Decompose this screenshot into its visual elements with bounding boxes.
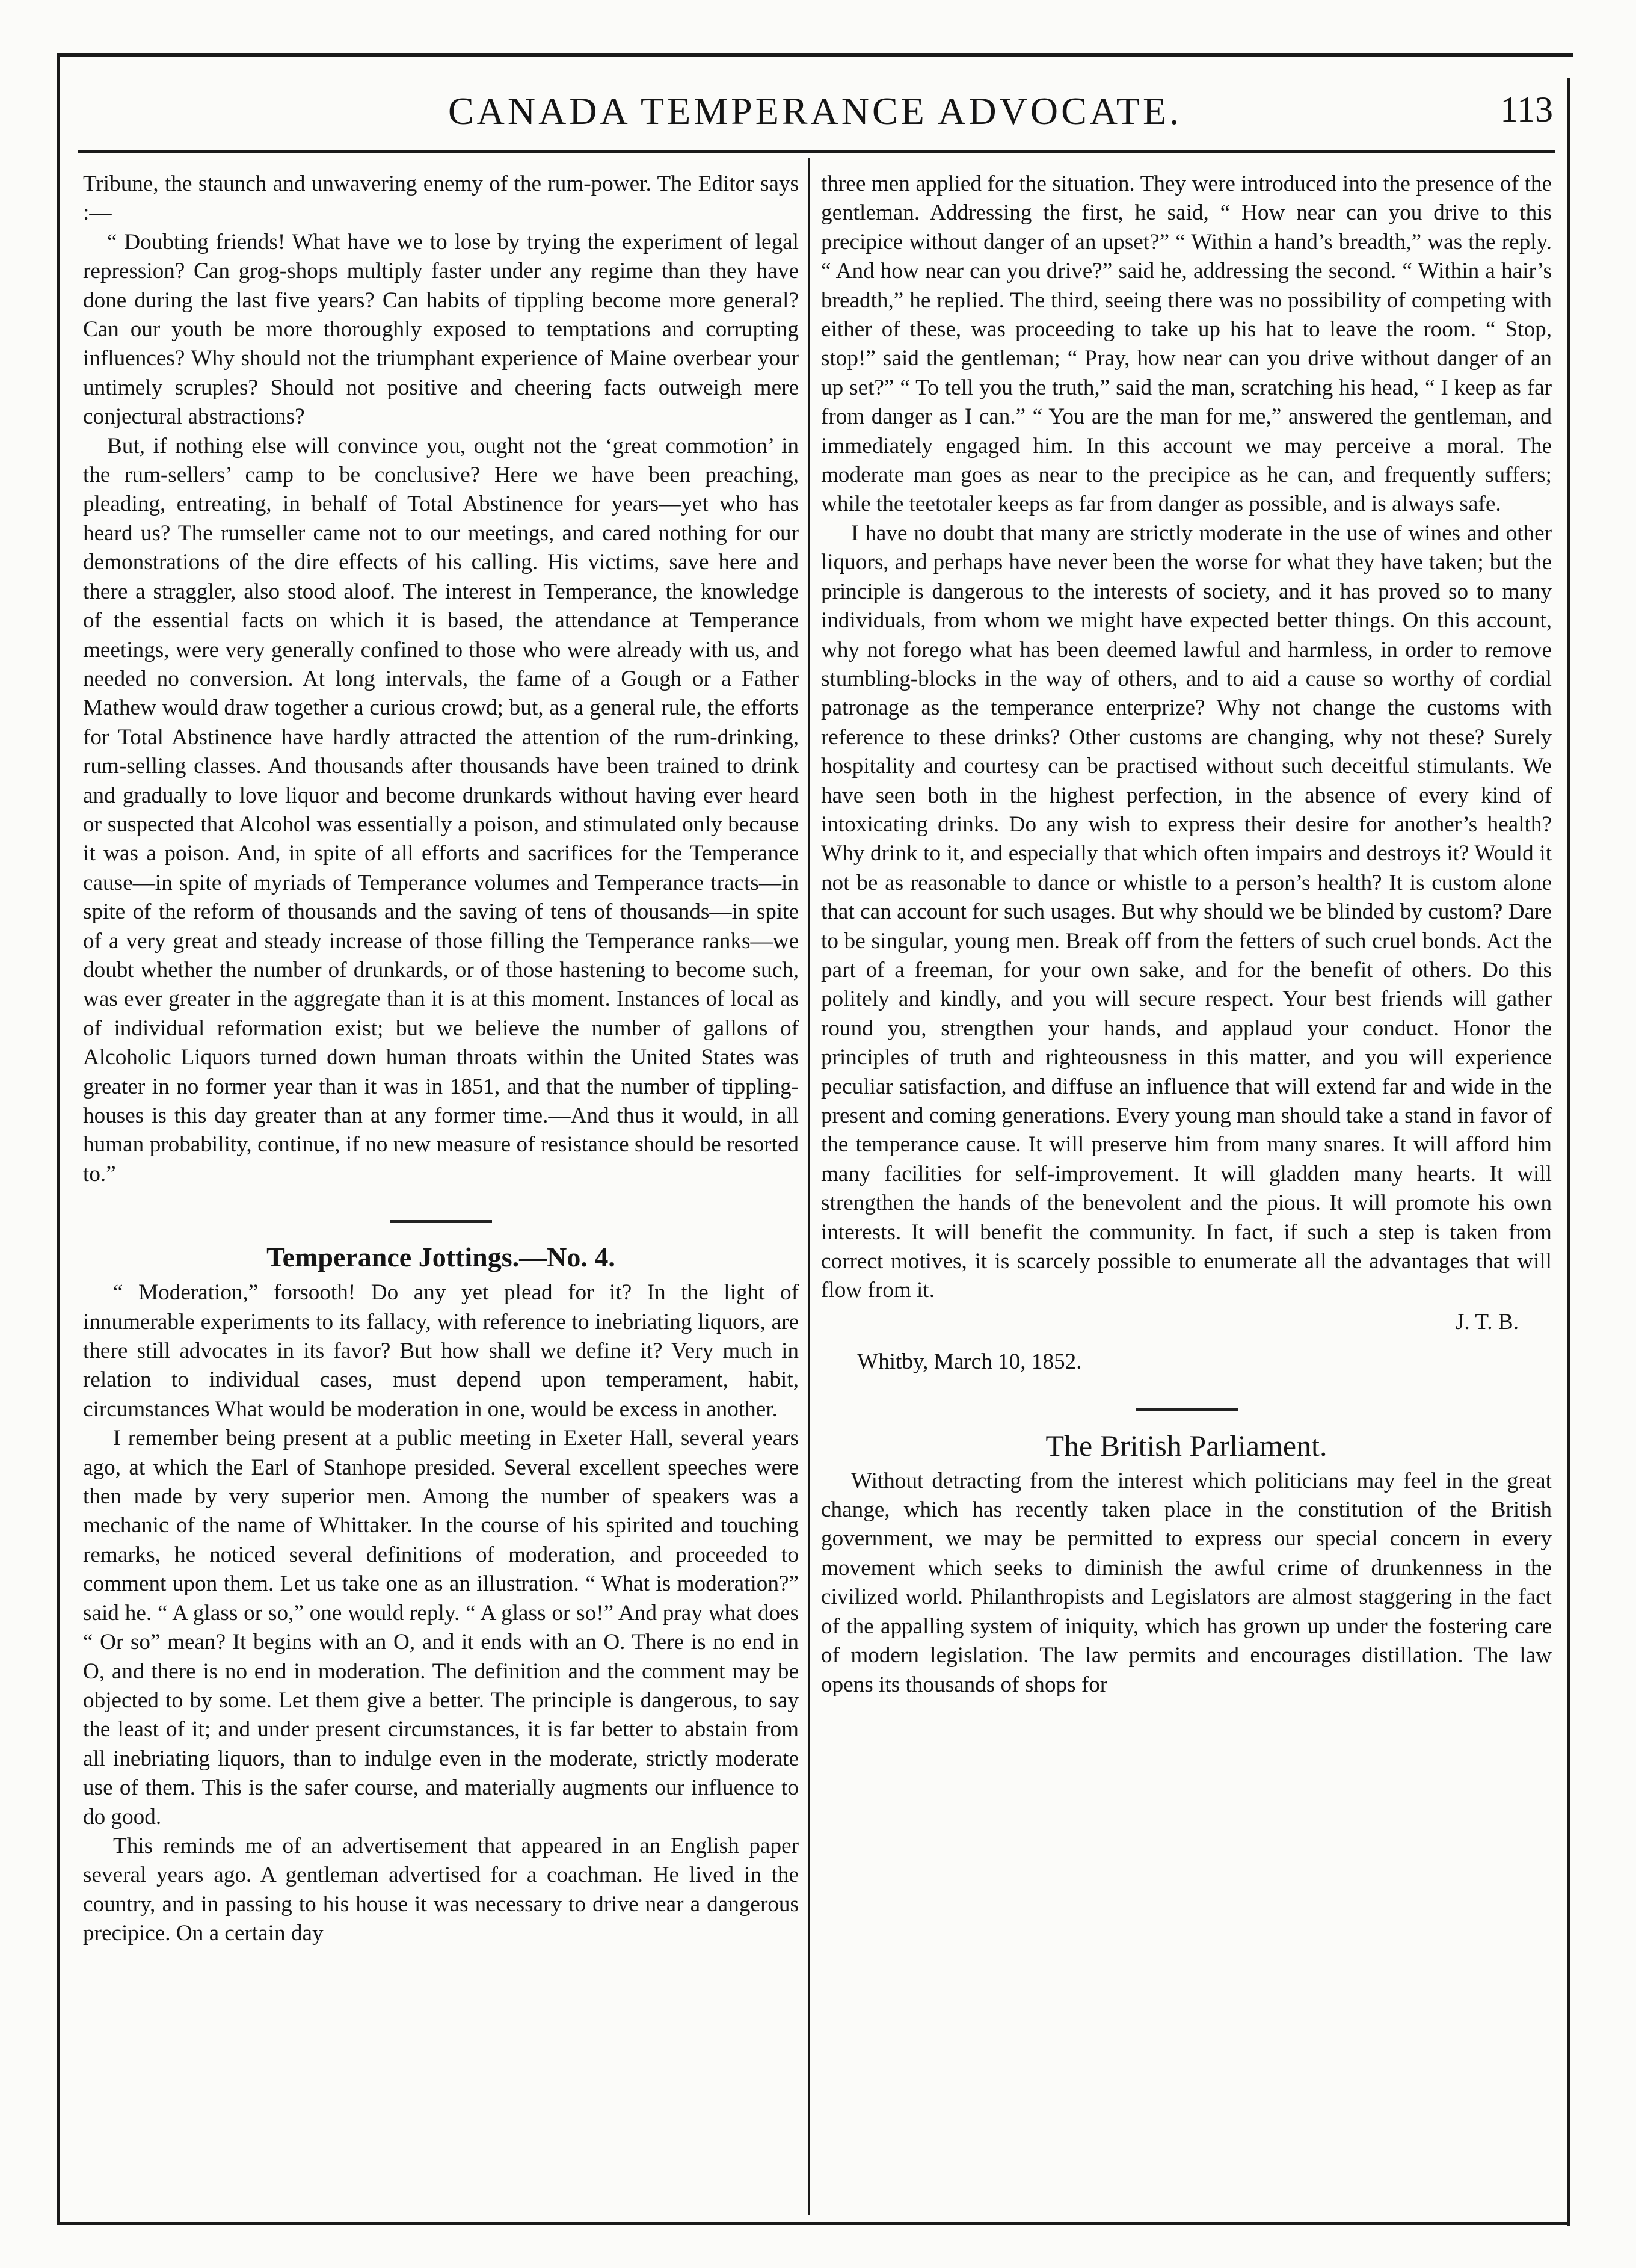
- column-divider: [808, 158, 810, 2215]
- article-paragraph: I remember being present at a public meeting in Exeter Hall, several years ago, at which the Earl of Stanhope presided. Several excellent speeches were then made by very superior men. Among the number of speakers was a mechanic of the name of Whittaker. In the course of his spirited and touching remarks, he noticed several definitions of moderation, and proceeded to comment upon them. Let us take one as an illustration. “ What is moderation?” said he. “ A glass or so,” one would reply. “ A glass or so!” And pray what does “ Or so” mean? It begins with an O, and it ends with an O. There is no end in O, and there is no end in moderation. The definition and the comment may be objected to by some. Let them give a better. The principle is dangerous, to say the least of it; and under present circumstances, it is far better to abstain from all inebriating liquors, than to indulge even in the moderate, strictly moderate use of them. This is the safer course, and materially augments our influence to do good.: [83, 1426, 799, 1829]
- article-paragraph: three men applied for the situation. They were introduced into the presence of the gentleman. Addressing the first, he said, “ How near can you drive to this precipice without danger of an upset?” “ Within a hand’s breadth,” was the reply. “ And how near can you drive?” said he, addressing the second. “ Within a hair’s breadth,” he replied. The third, seeing there was no possibility of competing with either of these, was proceeding to take up his hat to leave the room. “ Stop, stop!” said the gentleman; “ Pray, how near can you drive without danger of an up set?” “ To tell you the truth,” said the man, scratching his head, “ I keep as far from danger as I can.” “ You are the man for me,” answered the gentleman, and immediately engaged him. In this account we may perceive a moral. The moderate man goes as near to the precipice as he can, and frequently suffers; while the teetotaler keeps as far from danger as possible, and is always safe.: [821, 171, 1552, 517]
- author-signature: J. T. B.: [1455, 1309, 1519, 1334]
- section-separator: [390, 1220, 492, 1223]
- border-bottom-rule: [57, 2222, 1570, 2225]
- section-heading-temperance-jottings: Temperance Jottings.—No. 4.: [266, 1242, 615, 1273]
- tribune-quote-paragraph: “ Doubting friends! What have we to lose by trying the experiment of legal repression? Can grog-shops multiply faster under any regime than they have done during the last five years? Can habits of tippling become more general? Can our youth be more thoroughly exposed to temptations and corrupting influences? Why should not the triumphant experience of Maine overbear your untimely scruples? Should not positive and cheering facts outweigh mere conjectural abstractions?: [83, 229, 799, 430]
- article-paragraph: Without detracting from the interest which politicians may feel in the great change, which has recently taken place in the constitution of the British government, we may be permitted to express our special concern in every movement which seeks to diminish the awful crime of drunkenness in the civilized world. Philanthropists and Legislators are almost staggering in the fact of the appalling system of iniquity, which has grown up under the fostering care of modern legislation. The law permits and encourages distillation. The law opens its thousands of shops for: [821, 1468, 1552, 1697]
- section-heading-british-parliament: The British Parliament.: [1045, 1428, 1327, 1462]
- header-rule: [78, 150, 1555, 153]
- article-dateline: Whitby, March 10, 1852.: [857, 1349, 1082, 1375]
- section-separator: [1136, 1408, 1238, 1411]
- article-intro: Tribune, the staunch and unwavering enemy of the rum-power. The Editor says :—: [83, 171, 799, 226]
- page-title: CANADA TEMPERANCE ADVOCATE.: [447, 90, 1182, 132]
- right-column: [821, 170, 1552, 1699]
- page-header: [72, 78, 1558, 144]
- border-top-rule: [57, 53, 1573, 57]
- left-column: [83, 170, 799, 1949]
- border-right-rule: [1567, 78, 1570, 2226]
- article-paragraph: “ Moderation,” forsooth! Do any yet plead for it? In the light of innumerable experiments to its fallacy, with reference to inebriating liquors, are there still advocates in its favor? But how shall we define it? Very much in relation to individual cases, must depend upon temperament, habit, circumstances What would be moderation in one, would be excess in another.: [83, 1280, 799, 1422]
- tribune-quote-paragraph: But, if nothing else will convince you, ought not the ‘great commotion’ in the rum-sellers’ camp to be conclusive? Here we have been preaching, pleading, entreating, in behalf of Total Abstinence for years—yet who has heard us? The rumseller came not to our meetings, and cared nothing for our demonstrations of the dire effects of his calling. His victims, save here and there a straggler, also stood aloof. The interest in Temperance, the knowledge of the essential facts on which it is based, the attendance at Temperance meetings, were very generally confined to those who were already with us, and needed no conversion. At long intervals, the fame of a Gough or a Father Mathew would draw together a curious crowd; but, as a general rule, the efforts for Total Abstinence have hardly attracted the attention of the rum-drinking, rum-selling classes. And thousands after thousands have been trained to drink and gradually to love liquor and become drunkards without having ever heard or suspected that Alcohol was essentially a poison, and stimulated only because it was a poison. And, in spite of all efforts and sacrifices for the Temperance cause—in spite of myriads of Temperance volumes and Temperance tracts—in spite of the reform of thousands and the saving of tens of thousands—in spite of a very great and steady increase of those filling the Temperance ranks—we doubt whether the number of drunkards, or of those hastening to become such, was ever greater in the aggregate than it is at this moment. Instances of local as of individual reformation exist; but we believe the number of gallons of Alcoholic Liquors turned down human throats within the United States was greater in no former year than it was in 1851, and that the number of tippling-houses is this day greater than at any former time.—And thus it would, in all human probability, continue, if no new measure of resistance should be resorted to.”: [83, 433, 799, 1186]
- border-left-rule: [57, 53, 60, 2225]
- article-paragraph: This reminds me of an advertisement that appeared in an English paper several years ago. A gentleman advertised for a coachman. He lived in the country, and in passing to his house it was necessary to drive near a dangerous precipice. On a certain day: [83, 1833, 799, 1946]
- page-number: 113: [1500, 90, 1553, 129]
- article-paragraph: I have no doubt that many are strictly moderate in the use of wines and other liquors, and perhaps have never been the worse for what they have taken; but the principle is dangerous to the interests of society, and it has proved so to many individuals, from whom we might have expected better things. On this account, why not forego what has been deemed lawful and harmless, in order to remove stumbling-blocks in the way of others, and to aid a cause so worthy of cordial patronage as the temperance enterprize? Why not change the customs with reference to these drinks? Other customs are changing, why not these? Surely hospitality and courtesy can be practised without such deceitful stimulants. We have seen both in the highest perfection, in the absence of every kind of intoxicating drinks. Do any wish to express their desire for another’s health? Why drink to it, and especially that which often impairs and destroys it? Would it not be as reasonable to dance or whistle to a person’s health? It is custom alone that can account for such usages. But why should we be blinded by custom? Dare to be singular, young men. Break off from the fetters of such cruel bonds. Act the part of a freeman, for your own sake, and for the benefit of others. Do this politely and kindly, and you will secure respect. Your best friends will gather round you, strengthen your hands, and applaud your conduct. Honor the principles of truth and righteousness in this matter, and you will experience peculiar satisfaction, and diffuse an influence that will extend far and wide in the present and coming generations. Every young man should take a stand in favor of the temperance cause. It will preserve him from many snares. It will afford him many facilities for self-improvement. It will gladden many hearts. It will strengthen the hands of the benevolent and the pious. It will promote his own interests. It will benefit the community. In fact, if such a step is taken from correct motives, it is scarcely possible to enumerate all the advantages that will flow from it.: [821, 520, 1552, 1303]
